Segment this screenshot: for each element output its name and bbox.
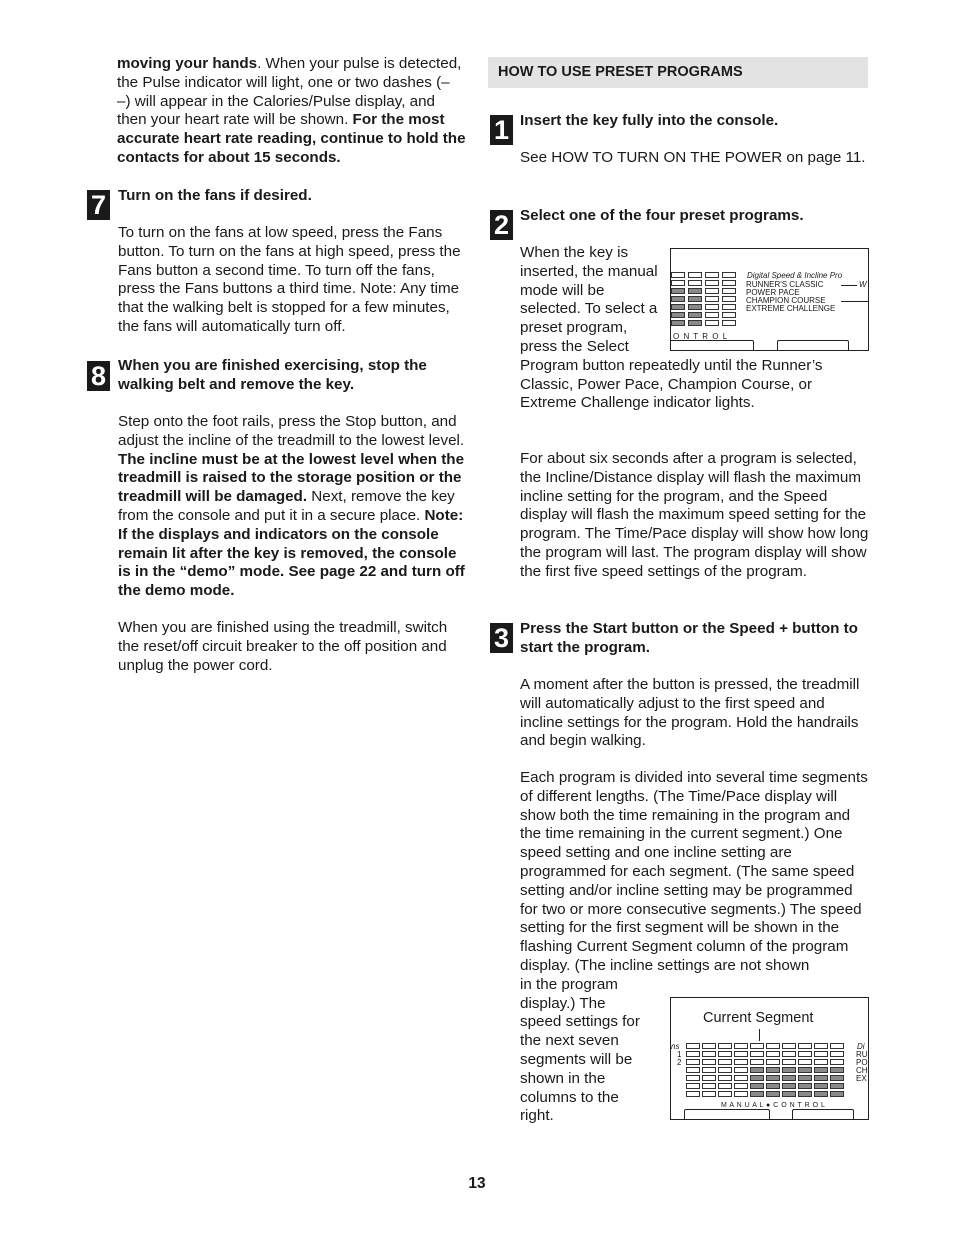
section-title: HOW TO USE PRESET PROGRAMS (488, 57, 868, 88)
display-cell (782, 1059, 796, 1065)
console-figure-1 (670, 248, 870, 354)
display-cell (722, 280, 736, 286)
display-cell (830, 1091, 844, 1097)
step-7-body: To turn on the fans at low speed, press the Fans button. To turn on the fans at high speed, press the Fans button a second time. To turn off the fans, press the Fans buttons a third time. Note: Any time that the walking belt is stopped for a few minutes, the fans will automatically turn off. (118, 224, 461, 335)
display-cell (782, 1083, 796, 1089)
step-3-body-2-narrow: in the program display.) The speed settings for the next seven segments will be shown in the columns to the right. (520, 975, 640, 1125)
display-cell (705, 280, 719, 286)
step-2-wrap-block (520, 244, 870, 413)
display-cell (782, 1051, 796, 1057)
display-cell (686, 1091, 700, 1097)
display-cell (722, 288, 736, 294)
step-3-body-1: A moment after the button is pressed, the treadmill will automatically adjust to the first speed and incline settings for the program. Hold the handrails and begin walking. (520, 676, 860, 750)
display-cell (798, 1043, 812, 1049)
display-cell (766, 1083, 780, 1089)
step-7-heading: Turn on the fans if desired. (118, 187, 312, 204)
step-8-heading: When you are finished exercising, stop the walking belt and remove the key. (118, 357, 427, 393)
display-cell (688, 280, 702, 286)
display-cell (830, 1043, 844, 1049)
step-7-number: 7 (87, 190, 110, 220)
display-cell (722, 272, 736, 278)
display-cell (722, 312, 736, 318)
display-cell (798, 1067, 812, 1073)
display-cell (734, 1067, 748, 1073)
display-cell (782, 1075, 796, 1081)
display-cell (718, 1083, 732, 1089)
step-3-heading: Press the Start button or the Speed + button to start the program. (520, 620, 858, 656)
display-cell (814, 1051, 828, 1057)
display-cell (814, 1067, 828, 1073)
display-cell (750, 1083, 764, 1089)
display-cell (686, 1059, 700, 1065)
display-cell (814, 1091, 828, 1097)
page-number: 13 (468, 1175, 486, 1192)
program-runners-classic: RUNNER'S CLASSIC (746, 280, 824, 289)
display-cell (798, 1051, 812, 1057)
indicator-marker: W (859, 280, 867, 289)
display-cell (722, 304, 736, 310)
program-display-grid-2 (686, 1043, 844, 1097)
display-cell (686, 1067, 700, 1073)
display-cell (718, 1091, 732, 1097)
right-program-ch: CH (856, 1066, 868, 1075)
step-2-body: For about six seconds after a program is selected, the Incline/Distance display will flash the maximum incline setting for the program, and the Speed display will flash the maximum speed setting for the program. The Time/Pace display will show how long the program will last. The program display will show the first five speed settings of the program. (520, 450, 869, 580)
display-cell (750, 1051, 764, 1057)
console-panel-1 (670, 248, 869, 351)
display-cell (705, 296, 719, 302)
console-button-right (777, 340, 849, 351)
step-2-wrapped-text: When the key is inserted, the manual mode will be selected. To select a preset program, press the Select Program button repeatedly until the Runner’s Classic, Power Pace, Champion Course, or Extreme Challenge indicator lights. (520, 244, 823, 412)
display-cell (766, 1059, 780, 1065)
display-cell (702, 1051, 716, 1057)
display-cell (734, 1043, 748, 1049)
display-cell (830, 1083, 844, 1089)
display-cell (671, 312, 685, 318)
console-panel-2 (670, 997, 869, 1120)
step-8-body-1 (118, 413, 468, 601)
display-cell (671, 296, 685, 302)
step-3-number: 3 (490, 623, 513, 653)
display-cell (830, 1051, 844, 1057)
display-cell (734, 1059, 748, 1065)
display-cell (750, 1043, 764, 1049)
display-cell (718, 1067, 732, 1073)
right-program-ex: EX (856, 1074, 867, 1083)
program-display-grid (671, 272, 736, 326)
program-champion-course: CHAMPION COURSE (746, 296, 826, 305)
left-mark-ns: ns (671, 1042, 680, 1051)
program-power-pace: POWER PACE (746, 288, 800, 297)
intro-paragraph (117, 55, 467, 168)
display-cell (702, 1091, 716, 1097)
step-3-body-2-wide: Each program is divided into several time segments of different lengths. (The Time/Pace display will show both the time remaining in the program and the time remaining in the current segment.) One speed setting and one incline setting are programmed for each segment. (The same speed setting and/or incline setting may be programmed for two or more consecutive segments.) The speed setting for the first segment will be shown in the flashing Current Segment column of the program display. (The incline settings are not shown (520, 769, 868, 974)
program-extreme-challenge: EXTREME CHALLENGE (746, 304, 836, 313)
display-cell (782, 1091, 796, 1097)
step-8-note: Note: If the displays and indicators on the console remain lit after the key is removed, the console is in the “demo” mode. See page 22 and turn off the demo mode. (118, 506, 465, 600)
display-cell (705, 312, 719, 318)
intro-text: . When your pulse is detected, the Pulse indicator will light, one or two dashes (– –) will appear in the Calories/Pulse display, and then your heart rate will be shown. (117, 55, 462, 129)
display-cell (734, 1075, 748, 1081)
step-2-number: 2 (490, 210, 513, 240)
display-cell (750, 1067, 764, 1073)
display-cell (671, 304, 685, 310)
display-cell (702, 1083, 716, 1089)
console-button-right-2 (792, 1109, 854, 1120)
right-program-ru: RU (856, 1050, 868, 1059)
display-cell (688, 272, 702, 278)
display-cell (705, 320, 719, 326)
display-cell (766, 1067, 780, 1073)
step-8-warning: The incline must be at the lowest level when the treadmill is raised to the storage position or the treadmill will be damaged. (118, 450, 465, 506)
display-cell (750, 1091, 764, 1097)
display-cell (766, 1091, 780, 1097)
indicator-line-1 (841, 285, 857, 286)
display-cell (830, 1067, 844, 1073)
step-1-body: See HOW TO TURN ON THE POWER on page 11. (520, 149, 866, 166)
display-cell (671, 280, 685, 286)
display-cell (750, 1075, 764, 1081)
right-title: Di (857, 1042, 865, 1051)
display-cell (702, 1067, 716, 1073)
intro-bold-2: For the most accurate heart rate reading, continue to hold the contacts for about 15 seconds. (117, 111, 466, 166)
display-cell (798, 1091, 812, 1097)
display-cell (830, 1059, 844, 1065)
console-title: Digital Speed & Incline Pro (747, 271, 843, 280)
display-cell (814, 1043, 828, 1049)
display-cell (686, 1043, 700, 1049)
display-cell (718, 1051, 732, 1057)
step-8-text-1: Step onto the foot rails, press the Stop button, and adjust the incline of the treadmill to the lowest level. (118, 413, 465, 449)
display-cell (798, 1059, 812, 1065)
display-cell (718, 1059, 732, 1065)
display-cell (688, 304, 702, 310)
display-cell (734, 1083, 748, 1089)
display-cell (671, 320, 685, 326)
display-cell (705, 304, 719, 310)
step-8-number: 8 (87, 361, 110, 391)
left-mark-1: 1 (677, 1050, 682, 1059)
display-cell (671, 272, 685, 278)
indicator-line-2 (841, 301, 869, 302)
display-cell (734, 1091, 748, 1097)
current-segment-callout: Current Segment (703, 1010, 814, 1026)
step-2-heading: Select one of the four preset programs. (520, 207, 804, 224)
step-8-text-2: Next, remove the key from the console and put it in a secure place. (118, 488, 455, 524)
display-cell (705, 272, 719, 278)
display-cell (718, 1043, 732, 1049)
display-cell (814, 1083, 828, 1089)
display-cell (766, 1043, 780, 1049)
display-cell (671, 288, 685, 294)
display-cell (766, 1075, 780, 1081)
display-cell (722, 320, 736, 326)
display-cell (814, 1059, 828, 1065)
manual-control-label: M A N U A L ● C O N T R O L (721, 1102, 826, 1109)
display-cell (798, 1075, 812, 1081)
display-cell (688, 288, 702, 294)
step-8-body-2: When you are finished using the treadmill, switch the reset/off circuit breaker to the off position and unplug the power cord. (118, 619, 448, 674)
display-cell (702, 1075, 716, 1081)
display-cell (782, 1043, 796, 1049)
callout-line (759, 1029, 760, 1041)
display-cell (766, 1051, 780, 1057)
display-cell (798, 1083, 812, 1089)
display-cell (688, 320, 702, 326)
console-button-left-2 (684, 1109, 770, 1120)
display-cell (718, 1075, 732, 1081)
left-mark-2: 2 (677, 1058, 682, 1067)
console-figure-2 (670, 997, 870, 1121)
right-program-po: PO (856, 1058, 868, 1067)
display-cell (750, 1059, 764, 1065)
display-cell (686, 1051, 700, 1057)
display-cell (705, 288, 719, 294)
display-cell (688, 296, 702, 302)
control-label: O N T R O L (673, 332, 729, 341)
display-cell (722, 296, 736, 302)
intro-bold-1: moving your hands (117, 55, 258, 72)
display-cell (702, 1043, 716, 1049)
step-1-number: 1 (490, 115, 513, 145)
display-cell (782, 1067, 796, 1073)
display-cell (686, 1075, 700, 1081)
display-cell (814, 1075, 828, 1081)
step-1-heading: Insert the key fully into the console. (520, 112, 779, 129)
display-cell (688, 312, 702, 318)
display-cell (702, 1059, 716, 1065)
display-cell (830, 1075, 844, 1081)
display-cell (686, 1083, 700, 1089)
display-cell (734, 1051, 748, 1057)
console-button-left (670, 340, 754, 351)
